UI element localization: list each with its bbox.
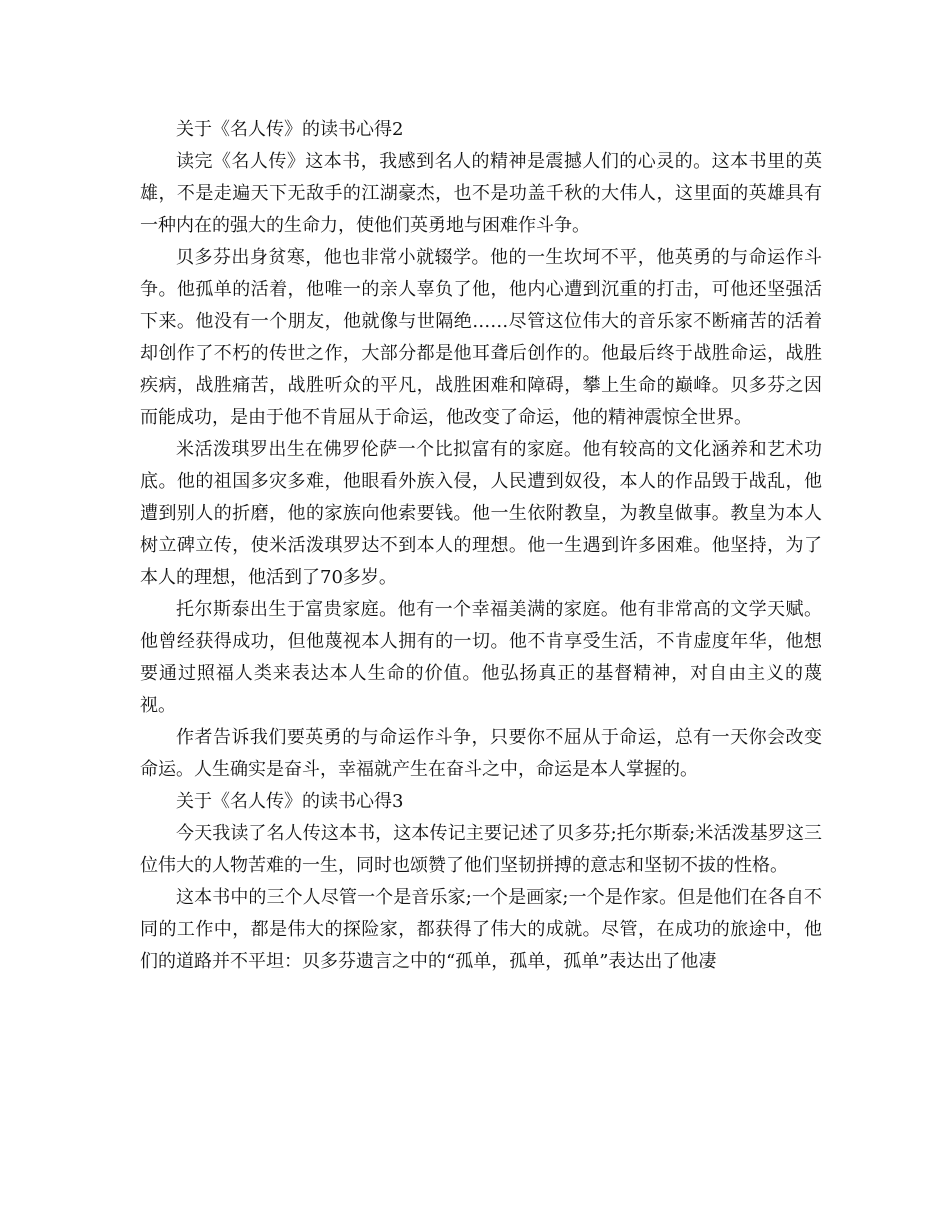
paragraph: 这本书中的三个人尽管一个是音乐家;一个是画家;一个是作家。但是他们在各自不同的工作中，都是伟大的探险家，都获得了伟大的成就。尽管，在成功的旅途中，他们的道路并不平坦：贝多芬遗言之中的“孤单，孤单，孤单”表达出了他凄 <box>140 887 822 972</box>
paragraph: 作者告诉我们要英勇的与命运作斗争，只要你不屈从于命运，总有一天你会改变命运。人生确实是奋斗，幸福就产生在奋斗之中，命运是本人掌握的。 <box>140 727 822 780</box>
paragraph: 米活泼琪罗出生在佛罗伦萨一个比拟富有的家庭。他有较高的文化涵养和艺术功底。他的祖国多灾多难，他眼看外族入侵，人民遭到奴役，本人的作品毁于战乱，他遭到别人的折磨，他的家族向他索要钱。他一生依附教皇，为教皇做事。教皇为本人树立碑立传，使米活泼琪罗达不到本人的理想。他一生遇到许多困难。他坚持，为了本人的理想，他活到了70多岁。 <box>140 439 822 588</box>
paragraph: 今天我读了名人传这本书，这本传记主要记述了贝多芬;托尔斯泰;米活泼基罗这三位伟大的人物苦难的一生，同时也颂赞了他们坚韧拼搏的意志和坚韧不拔的性格。 <box>140 823 822 876</box>
section-heading: 关于《名人传》的读书心得2 <box>176 119 404 140</box>
paragraph: 读完《名人传》这本书，我感到名人的精神是震撼人们的心灵的。这本书里的英雄，不是走遍天下无敌手的江湖豪杰，也不是功盖千秋的大伟人，这里面的英雄具有一种内在的强大的生命力，使他们英勇地与困难作斗争。 <box>140 151 822 236</box>
document-page <box>140 114 822 978</box>
paragraph: 贝多芬出身贫寒，他也非常小就辍学。他的一生坎坷不平，他英勇的与命运作斗争。他孤单的活着，他唯一的亲人辜负了他，他内心遭到沉重的打击，可他还坚强活下来。他没有一个朋友，他就像与世隔绝……尽管这位伟大的音乐家不断痛苦的活着却创作了不朽的传世之作，大部分都是他耳聋后创作的。他最后终于战胜命运，战胜疾病，战胜痛苦，战胜听众的平凡，战胜困难和障碍，攀上生命的巅峰。贝多芬之因而能成功，是由于他不肯屈从于命运，他改变了命运，他的精神震惊全世界。 <box>140 247 822 428</box>
section-heading: 关于《名人传》的读书心得3 <box>176 791 404 812</box>
paragraph: 托尔斯泰出生于富贵家庭。他有一个幸福美满的家庭。他有非常高的文学天赋。他曾经获得成功，但他蔑视本人拥有的一切。他不肯享受生活，不肯虚度年华，他想要通过照福人类来表达本人生命的价值。他弘扬真正的基督精神，对自由主义的蔑视。 <box>140 599 822 716</box>
